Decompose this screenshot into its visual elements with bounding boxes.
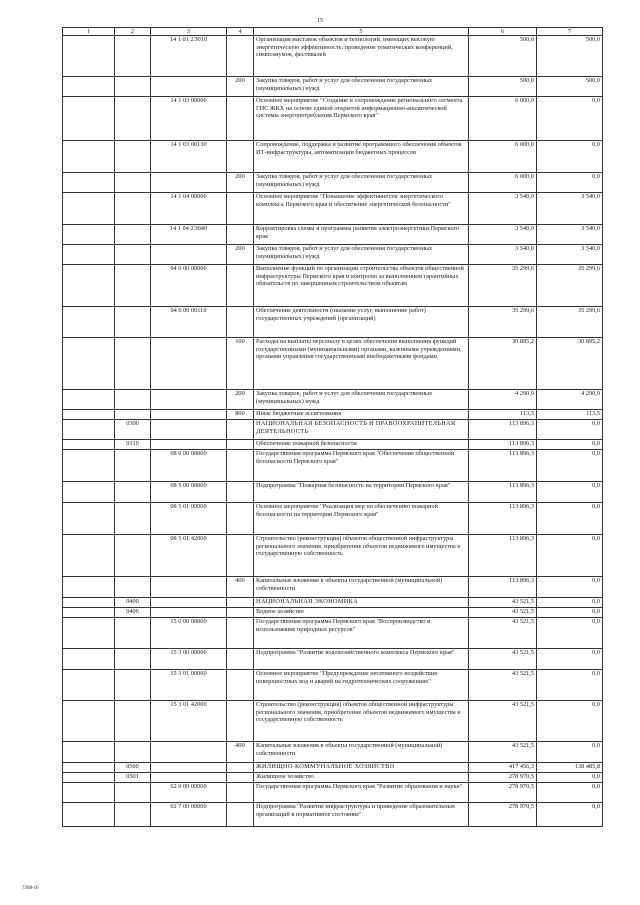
cell-code-1	[63, 742, 115, 763]
column-number: 1	[63, 28, 115, 36]
cell-section-code: 0310	[115, 440, 151, 450]
column-number-row	[63, 28, 603, 36]
cell-amount-2: 0,0	[537, 608, 603, 618]
cell-amount-1: 6 000,0	[469, 141, 537, 173]
cell-section-code: 0406	[115, 608, 151, 618]
table-row	[63, 482, 603, 503]
cell-description: Жилищное хозяйство	[254, 773, 469, 783]
cell-amount-1: 113 896,3	[469, 450, 537, 482]
cell-amount-2: 0,0	[537, 649, 603, 670]
cell-code-1	[63, 307, 115, 338]
cell-description: Основное мероприятие "Предупреждение негативного воздействия поверхностных вод и аварий на гидротехнических сооружениях"	[254, 670, 469, 701]
cell-target-code: 08 0 00 00000	[151, 450, 227, 482]
table-row	[63, 193, 603, 225]
cell-expense-type	[227, 763, 254, 773]
cell-code-1	[63, 783, 115, 803]
cell-description: ЖИЛИЩНО-КОММУНАЛЬНОЕ ХОЗЯЙСТВО	[254, 763, 469, 773]
cell-section-code: 0400	[115, 598, 151, 608]
cell-description: НАЦИОНАЛЬНАЯ ЭКОНОМИКА	[254, 598, 469, 608]
cell-target-code: 15 3 01 00000	[151, 670, 227, 701]
table-row	[63, 440, 603, 450]
cell-amount-2: 0,0	[537, 440, 603, 450]
cell-expense-type	[227, 265, 254, 307]
footer-code: 7308-16	[22, 886, 39, 891]
cell-amount-1: 4 290,9	[469, 390, 537, 410]
cell-target-code	[151, 77, 227, 97]
table-body	[63, 36, 603, 827]
cell-expense-type	[227, 803, 254, 827]
cell-section-code	[115, 245, 151, 265]
cell-amount-1: 113,5	[469, 410, 537, 420]
cell-expense-type	[227, 670, 254, 701]
cell-target-code	[151, 598, 227, 608]
cell-amount-1: 35 299,6	[469, 307, 537, 338]
cell-description: Выполнение функций по организации строительства объектов общественной инфраструктуры Пермского края и контролю за выполнением гарантийных обязательств по завершенным строительством объектам	[254, 265, 469, 307]
cell-amount-2: 0,0	[537, 783, 603, 803]
cell-description: Корректировка схемы и программы развития электроэнергетики Пермского края	[254, 225, 469, 245]
cell-code-1	[63, 503, 115, 535]
cell-expense-type	[227, 535, 254, 577]
cell-target-code	[151, 245, 227, 265]
cell-amount-2: 3 540,0	[537, 193, 603, 225]
cell-expense-type: 400	[227, 577, 254, 598]
cell-expense-type: 200	[227, 245, 254, 265]
cell-amount-1: 35 299,6	[469, 265, 537, 307]
cell-section-code: 0501	[115, 773, 151, 783]
cell-amount-2: 30 895,2	[537, 338, 603, 390]
cell-amount-2: 0,0	[537, 141, 603, 173]
cell-description: Подпрограмма "Пожарная безопасность на территории Пермского края"	[254, 482, 469, 503]
cell-expense-type	[227, 701, 254, 742]
cell-amount-2: 0,0	[537, 450, 603, 482]
cell-amount-1: 113 896,3	[469, 482, 537, 503]
cell-amount-2: 0,0	[537, 618, 603, 649]
cell-section-code	[115, 503, 151, 535]
table-row	[63, 420, 603, 440]
table-row	[63, 618, 603, 649]
cell-expense-type	[227, 773, 254, 783]
table-row	[63, 503, 603, 535]
cell-amount-2: 0,0	[537, 773, 603, 783]
cell-description: Водное хозяйство	[254, 608, 469, 618]
cell-expense-type	[227, 193, 254, 225]
cell-code-1	[63, 535, 115, 577]
table-row	[63, 803, 603, 827]
cell-description: Государственная программа Пермского края "Воспроизводство и использование природных ресурсов"	[254, 618, 469, 649]
cell-target-code: 02 7 00 00000	[151, 803, 227, 827]
cell-expense-type: 200	[227, 390, 254, 410]
cell-expense-type	[227, 783, 254, 803]
cell-amount-1: 500,0	[469, 77, 537, 97]
column-number: 3	[151, 28, 227, 36]
table-row	[63, 608, 603, 618]
cell-expense-type	[227, 36, 254, 77]
cell-target-code	[151, 440, 227, 450]
column-number: 2	[115, 28, 151, 36]
cell-target-code	[151, 608, 227, 618]
cell-target-code	[151, 338, 227, 390]
cell-code-1	[63, 420, 115, 440]
cell-target-code	[151, 420, 227, 440]
column-number: 5	[254, 28, 469, 36]
cell-amount-2: 0,0	[537, 482, 603, 503]
cell-description: Закупка товаров, работ и услуг для обеспечения государственных (муниципальных) нужд	[254, 245, 469, 265]
table-row	[63, 97, 603, 141]
budget-table	[62, 27, 603, 827]
cell-amount-1: 278 970,5	[469, 783, 537, 803]
cell-description: Капитальные вложения в объекты государственной (муниципальной) собственности	[254, 742, 469, 763]
cell-expense-type	[227, 450, 254, 482]
cell-target-code: 14 1 01 2Э010	[151, 36, 227, 77]
column-number: 6	[469, 28, 537, 36]
cell-amount-1: 500,0	[469, 36, 537, 77]
cell-description: Основное мероприятие "Реализация мер по обеспечению пожарной безопасности на территории Пермского края"	[254, 503, 469, 535]
cell-code-1	[63, 670, 115, 701]
cell-description: Обеспечение деятельности (оказание услуг, выполнение работ) государственных учреждений (организаций)	[254, 307, 469, 338]
cell-code-1	[63, 410, 115, 420]
cell-expense-type	[227, 503, 254, 535]
cell-amount-1: 43 521,5	[469, 598, 537, 608]
cell-section-code	[115, 265, 151, 307]
cell-amount-1: 417 456,3	[469, 763, 537, 773]
cell-section-code: 0500	[115, 763, 151, 773]
cell-description: Закупка товаров, работ и услуг для обеспечения государственных (муниципальных) нужд	[254, 390, 469, 410]
cell-target-code	[151, 390, 227, 410]
cell-target-code: 15 0 00 00000	[151, 618, 227, 649]
cell-code-1	[63, 608, 115, 618]
cell-description: Обеспечение пожарной безопасности	[254, 440, 469, 450]
cell-amount-2: 0,0	[537, 742, 603, 763]
cell-code-1	[63, 482, 115, 503]
table-row	[63, 338, 603, 390]
cell-section-code	[115, 225, 151, 245]
cell-code-1	[63, 245, 115, 265]
cell-description: Сопровождение, поддержка и развитие программного обеспечения объектов ИТ-инфраструктуры, автоматизации бюджетных процессов	[254, 141, 469, 173]
cell-target-code: 08 5 01 42000	[151, 535, 227, 577]
cell-amount-1: 43 521,5	[469, 701, 537, 742]
cell-code-1	[63, 338, 115, 390]
cell-expense-type	[227, 97, 254, 141]
table-row	[63, 265, 603, 307]
cell-target-code: 02 0 00 00000	[151, 783, 227, 803]
table-row	[63, 742, 603, 763]
cell-expense-type	[227, 618, 254, 649]
cell-amount-1: 113 896,3	[469, 577, 537, 598]
cell-code-1	[63, 598, 115, 608]
cell-code-1	[63, 390, 115, 410]
cell-amount-2: 0,0	[537, 420, 603, 440]
cell-expense-type	[227, 482, 254, 503]
cell-section-code	[115, 577, 151, 598]
table-row	[63, 670, 603, 701]
cell-amount-1: 43 521,5	[469, 670, 537, 701]
cell-amount-2: 0,0	[537, 97, 603, 141]
cell-expense-type: 200	[227, 173, 254, 193]
cell-amount-1: 43 521,5	[469, 618, 537, 649]
cell-target-code	[151, 173, 227, 193]
cell-section-code	[115, 307, 151, 338]
cell-expense-type	[227, 649, 254, 670]
cell-section-code	[115, 803, 151, 827]
table-row	[63, 773, 603, 783]
cell-amount-1: 43 521,5	[469, 608, 537, 618]
cell-amount-1: 3 540,0	[469, 245, 537, 265]
column-number: 4	[227, 28, 254, 36]
cell-amount-2: 0,0	[537, 803, 603, 827]
cell-amount-1: 43 521,5	[469, 742, 537, 763]
cell-amount-2: 3 540,0	[537, 225, 603, 245]
cell-expense-type	[227, 440, 254, 450]
cell-description: Закупка товаров, работ и услуг для обеспечения государственных (муниципальных) нужд	[254, 77, 469, 97]
cell-code-1	[63, 649, 115, 670]
cell-expense-type	[227, 420, 254, 440]
cell-target-code: 14 1 04 2Э040	[151, 225, 227, 245]
cell-description: Государственная программа Пермского края "Обеспечение общественной безопасности Пермского края"	[254, 450, 469, 482]
cell-amount-1: 3 540,0	[469, 225, 537, 245]
table-row	[63, 225, 603, 245]
table-row	[63, 410, 603, 420]
cell-section-code	[115, 410, 151, 420]
cell-description: Государственная программа Пермского края "Развитие образования и науки"	[254, 783, 469, 803]
cell-section-code	[115, 670, 151, 701]
cell-expense-type: 100	[227, 338, 254, 390]
cell-description: Расходы на выплаты персоналу в целях обеспечения выполнения функций государственными (муниципальными) органами, казенными учреждениями, органами управления государственными внебюджетными фондами	[254, 338, 469, 390]
table-row	[63, 535, 603, 577]
cell-code-1	[63, 77, 115, 97]
cell-code-1	[63, 773, 115, 783]
cell-section-code: 0300	[115, 420, 151, 440]
cell-expense-type	[227, 307, 254, 338]
cell-expense-type: 800	[227, 410, 254, 420]
cell-section-code	[115, 173, 151, 193]
cell-amount-2: 0,0	[537, 670, 603, 701]
cell-description: Основное мероприятие "Создание и сопровождение регионального сегмента ГИС ЖКХ на основе единой открытой информационно-аналитической системы энергопотребления Пермского края"	[254, 97, 469, 141]
cell-section-code	[115, 77, 151, 97]
table-row	[63, 450, 603, 482]
cell-amount-2: 0,0	[537, 503, 603, 535]
cell-section-code	[115, 141, 151, 173]
cell-code-1	[63, 450, 115, 482]
cell-description: Строительство (реконструкция) объектов общественной инфраструктуры регионального значения, приобретение объектов недвижимого имущества в государственную собственность	[254, 701, 469, 742]
cell-section-code	[115, 742, 151, 763]
cell-amount-1: 6 000,0	[469, 97, 537, 141]
cell-amount-1: 3 540,0	[469, 193, 537, 225]
table-row	[63, 77, 603, 97]
cell-amount-1: 113 896,3	[469, 420, 537, 440]
cell-section-code	[115, 450, 151, 482]
table-row	[63, 173, 603, 193]
page-number: 15	[317, 18, 323, 24]
cell-expense-type: 400	[227, 742, 254, 763]
cell-description: Организация выставок объектов и технологий, имеющих высокую энергетическую эффективность; проведение тематических конференций, симпозиумов, фестивалей	[254, 36, 469, 77]
cell-expense-type	[227, 141, 254, 173]
cell-description: Подпрограмма "Развитие инфраструктуры и приведение образовательных организаций в нормативное состояние"	[254, 803, 469, 827]
cell-amount-2: 0,0	[537, 577, 603, 598]
column-number: 7	[537, 28, 603, 36]
table-row	[63, 577, 603, 598]
cell-amount-2: 35 299,6	[537, 307, 603, 338]
cell-target-code: 14 1 03 00000	[151, 97, 227, 141]
cell-section-code	[115, 36, 151, 77]
cell-amount-2: 138 485,8	[537, 763, 603, 773]
cell-target-code: 08 5 01 00000	[151, 503, 227, 535]
table-row	[63, 783, 603, 803]
cell-description: Иные бюджетные ассигнования	[254, 410, 469, 420]
cell-target-code	[151, 410, 227, 420]
cell-description: Закупка товаров, работ и услуг для обеспечения государственных (муниципальных) нужд	[254, 173, 469, 193]
cell-section-code	[115, 618, 151, 649]
cell-amount-1: 278 970,5	[469, 803, 537, 827]
cell-amount-1: 6 000,0	[469, 173, 537, 193]
cell-amount-1: 30 895,2	[469, 338, 537, 390]
cell-amount-1: 113 896,3	[469, 535, 537, 577]
cell-amount-2: 113,5	[537, 410, 603, 420]
cell-description: НАЦИОНАЛЬНАЯ БЕЗОПАСНОСТЬ И ПРАВООХРАНИТЕЛЬНАЯ ДЕЯТЕЛЬНОСТЬ	[254, 420, 469, 440]
cell-amount-2: 0,0	[537, 535, 603, 577]
cell-amount-2: 3 540,0	[537, 245, 603, 265]
cell-code-1	[63, 97, 115, 141]
cell-target-code	[151, 763, 227, 773]
table-row	[63, 649, 603, 670]
cell-code-1	[63, 701, 115, 742]
cell-amount-2: 35 299,6	[537, 265, 603, 307]
cell-code-1	[63, 618, 115, 649]
cell-code-1	[63, 265, 115, 307]
cell-section-code	[115, 783, 151, 803]
cell-amount-2: 0,0	[537, 701, 603, 742]
cell-expense-type	[227, 225, 254, 245]
cell-amount-1: 113 896,3	[469, 440, 537, 450]
cell-code-1	[63, 173, 115, 193]
cell-section-code	[115, 701, 151, 742]
cell-section-code	[115, 535, 151, 577]
cell-amount-2: 500,0	[537, 77, 603, 97]
cell-target-code	[151, 577, 227, 598]
cell-target-code: 94 0 00 00000	[151, 265, 227, 307]
table-row	[63, 390, 603, 410]
table-row	[63, 36, 603, 77]
cell-amount-1: 43 521,5	[469, 649, 537, 670]
table-row	[63, 701, 603, 742]
cell-target-code: 94 0 00 00110	[151, 307, 227, 338]
table-row	[63, 763, 603, 773]
table-row	[63, 141, 603, 173]
cell-target-code	[151, 742, 227, 763]
cell-description: Подпрограмма "Развитие водохозяйственного комплекса Пермского края"	[254, 649, 469, 670]
cell-target-code: 15 3 00 00000	[151, 649, 227, 670]
cell-description: Строительство (реконструкция) объектов общественной инфраструктуры регионального значения, приобретение объектов недвижимого имущества в государственную собственность	[254, 535, 469, 577]
cell-code-1	[63, 225, 115, 245]
table-row	[63, 245, 603, 265]
cell-description: Капитальные вложения в объекты государственной (муниципальной) собственности	[254, 577, 469, 598]
cell-code-1	[63, 440, 115, 450]
cell-section-code	[115, 390, 151, 410]
cell-amount-2: 0,0	[537, 173, 603, 193]
cell-section-code	[115, 97, 151, 141]
cell-target-code	[151, 773, 227, 783]
table-row	[63, 598, 603, 608]
cell-expense-type: 200	[227, 77, 254, 97]
cell-code-1	[63, 577, 115, 598]
cell-target-code: 15 3 01 42000	[151, 701, 227, 742]
cell-amount-2: 4 290,9	[537, 390, 603, 410]
cell-code-1	[63, 141, 115, 173]
cell-amount-1: 278 970,5	[469, 773, 537, 783]
cell-description: Основное мероприятие "Повышение эффективности энергетического комплекса Пермского края и обеспечение энергетической безопасности"	[254, 193, 469, 225]
cell-target-code: 14 1 03 00130	[151, 141, 227, 173]
cell-section-code	[115, 193, 151, 225]
table-row	[63, 307, 603, 338]
cell-code-1	[63, 193, 115, 225]
cell-expense-type	[227, 608, 254, 618]
cell-amount-2: 500,0	[537, 36, 603, 77]
cell-code-1	[63, 803, 115, 827]
cell-target-code: 08 5 00 00000	[151, 482, 227, 503]
cell-section-code	[115, 338, 151, 390]
cell-expense-type	[227, 598, 254, 608]
cell-amount-2: 0,0	[537, 598, 603, 608]
cell-target-code: 14 1 04 00000	[151, 193, 227, 225]
cell-section-code	[115, 649, 151, 670]
cell-section-code	[115, 482, 151, 503]
cell-amount-1: 113 896,3	[469, 503, 537, 535]
cell-code-1	[63, 36, 115, 77]
cell-code-1	[63, 763, 115, 773]
